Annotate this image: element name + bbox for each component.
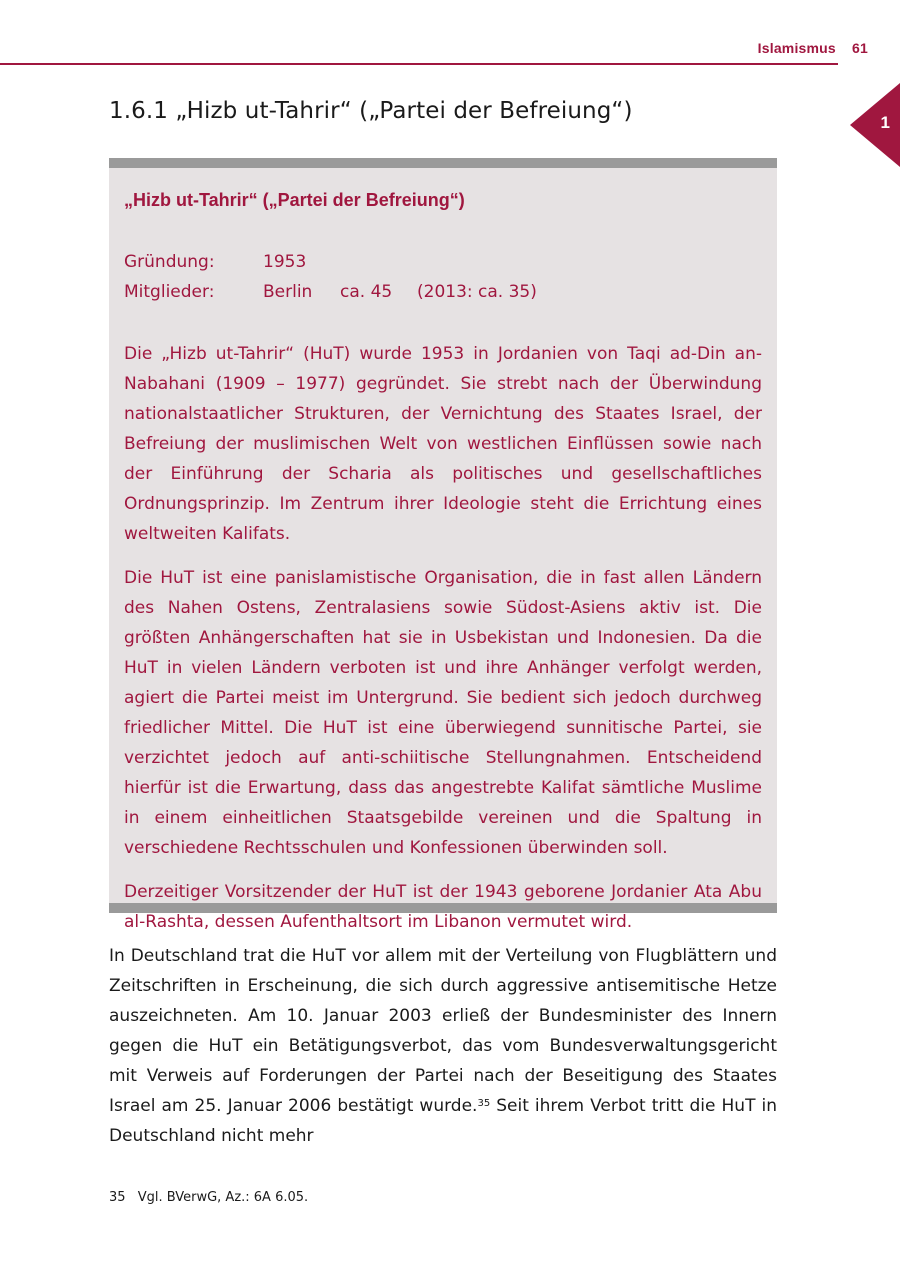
page-number: 61 <box>852 40 868 56</box>
chapter-tab-triangle <box>850 83 900 167</box>
members-previous: (2013: ca. 35) <box>417 282 537 302</box>
founding-value: 1953 <box>263 252 307 272</box>
founding-label: Gründung: <box>124 252 215 272</box>
running-head <box>758 40 868 56</box>
section-title: 1.6.1 „Hizb ut-Tahrir“ („Partei der Befreiung“) <box>109 98 633 124</box>
infobox-paragraph: Die „Hizb ut-Tahrir“ (HuT) wurde 1953 in Jordanien von Taqi ad-Din an-Nabahani (1909 – 1977) gegründet. Sie strebt nach der Überwindung nationalstaatlicher Strukturen, der Vernichtung des Staates Israel, der Befreiung der muslimischen Welt von westlichen Einflüssen sowie nach der Einführung der Scharia als politisches und gesellschaftliches Ordnungsprinzip. Im Zentrum ihrer Ideologie steht die Errichtung eines weltweiten Kalifats. <box>124 344 762 544</box>
footnote <box>109 1190 308 1205</box>
fact-row-members <box>124 277 762 307</box>
body-paragraph <box>109 941 777 1151</box>
facts-table <box>124 247 762 307</box>
chapter-number: 1 <box>880 113 890 132</box>
chapter-tab <box>850 83 900 167</box>
members-label: Mitglieder: <box>124 282 215 302</box>
body-text-main: In Deutschland trat die HuT vor allem mit der Verteilung von Flugblättern und Zeitschriften in Erscheinung, die sich durch aggressive antisemitische Hetze auszeichneten. Am 10. Januar 2003 erließ der Bundesminister des Innern gegen die HuT ein Betätigungsverbot, das vom Bundesverwaltungsgericht mit Verweis auf Forderungen der Partei nach der Beseitigung des Staates Israel am 25. Januar 2006 bestätigt wurde. <box>109 946 777 1116</box>
header-rule <box>0 63 838 65</box>
infobox <box>109 158 777 932</box>
members-city: Berlin <box>263 282 313 302</box>
running-head-section: Islamismus <box>757 40 836 56</box>
members-count: ca. 45 <box>340 282 393 302</box>
infobox-title: „Hizb ut-Tahrir“ („Partei der Befreiung“) <box>124 190 465 210</box>
fact-row-founding <box>124 247 762 277</box>
infobox-paragraph: Die HuT ist eine panislamistische Organisation, die in fast allen Ländern des Nahen Ostens, Zentralasiens sowie Südost-Asiens aktiv ist. Die größten Anhängerschaften hat sie in Usbekistan und Indonesien. Da die HuT in vielen Ländern verboten ist und ihre Anhänger verfolgt werden, agiert die Partei meist im Untergrund. Sie bedient sich jedoch durchweg friedlicher Mittel. Die HuT ist eine überwiegend sunnitische Partei, sie verzichtet jedoch auf anti-schiitische Stellungnahmen. Entscheidend hierfür ist die Erwartung, dass das angestrebte Kalifat sämtliche Muslime in einem einheitlichen Staatsgebilde vereinen und die Spaltung in verschiedene Rechtsschulen und Konfessionen überwinden soll. <box>124 568 762 858</box>
footnote-number: 35 <box>109 1190 126 1205</box>
footnote-text: Vgl. BVerwG, Az.: 6A 6.05. <box>137 1190 309 1205</box>
infobox-paragraph: Derzeitiger Vorsitzender der HuT ist der 1943 geborene Jordanier Ata Abu al-Rashta, dessen Aufenthaltsort im Libanon vermutet wird. <box>124 882 762 932</box>
body-text-continuation: Seit ihrem Verbot tritt die HuT in Deutschland nicht mehr <box>109 1096 777 1146</box>
footnote-reference[interactable]: 35 <box>477 1098 491 1109</box>
